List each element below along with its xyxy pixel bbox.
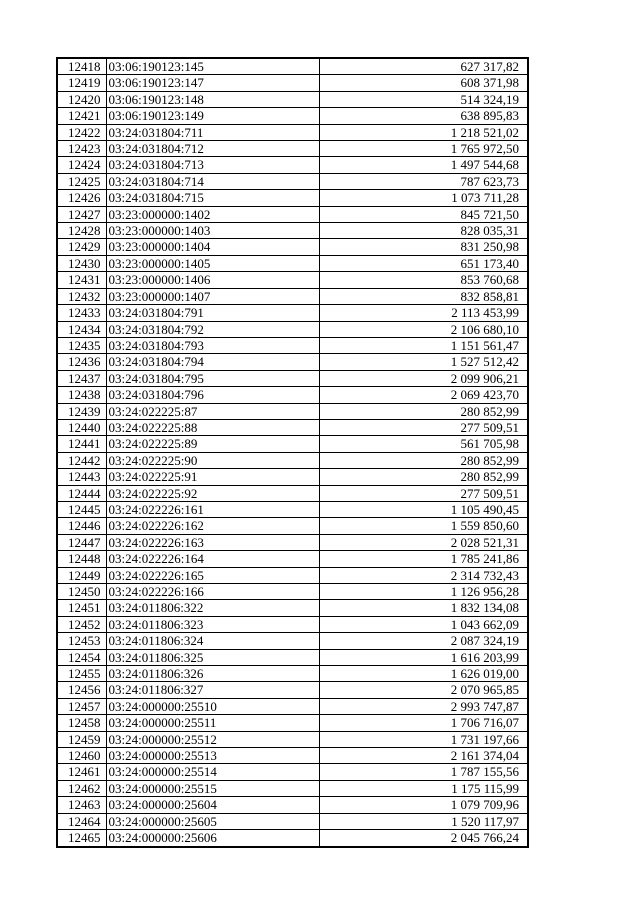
cadastral-number-cell: 03:24:022225:91 — [106, 469, 319, 485]
table-row — [57, 272, 528, 288]
table-row — [57, 666, 528, 682]
cadastral-number-cell: 03:24:000000:25514 — [106, 764, 319, 780]
value-cell: 853 760,68 — [319, 272, 528, 288]
cadastral-number-cell: 03:24:031804:712 — [106, 141, 319, 157]
row-number-cell: 12428 — [57, 223, 106, 239]
row-number-cell: 12456 — [57, 682, 106, 698]
row-number-cell: 12425 — [57, 173, 106, 189]
table-row — [57, 124, 528, 140]
value-cell: 2 069 423,70 — [319, 387, 528, 403]
row-number-cell: 12450 — [57, 584, 106, 600]
cadastral-number-cell: 03:06:190123:149 — [106, 108, 319, 124]
row-number-cell: 12444 — [57, 485, 106, 501]
row-number-cell: 12463 — [57, 797, 106, 813]
row-number-cell: 12451 — [57, 600, 106, 616]
value-cell: 828 035,31 — [319, 223, 528, 239]
cadastral-number-cell: 03:06:190123:147 — [106, 75, 319, 91]
row-number-cell: 12426 — [57, 190, 106, 206]
row-number-cell: 12462 — [57, 780, 106, 796]
table-row — [57, 469, 528, 485]
value-cell: 651 173,40 — [319, 255, 528, 271]
cadastral-number-cell: 03:24:031804:792 — [106, 321, 319, 337]
value-cell: 1 073 711,28 — [319, 190, 528, 206]
value-cell: 1 559 850,60 — [319, 518, 528, 534]
value-cell: 1 105 490,45 — [319, 501, 528, 517]
table-row — [57, 337, 528, 353]
cadastral-number-cell: 03:23:000000:1403 — [106, 223, 319, 239]
cadastral-number-cell: 03:24:022226:162 — [106, 518, 319, 534]
table-row — [57, 551, 528, 567]
row-number-cell: 12422 — [57, 124, 106, 140]
value-cell: 1 785 241,86 — [319, 551, 528, 567]
row-number-cell: 12461 — [57, 764, 106, 780]
table-row — [57, 108, 528, 124]
value-cell: 277 509,51 — [319, 419, 528, 435]
value-cell: 514 324,19 — [319, 91, 528, 107]
row-number-cell: 12439 — [57, 403, 106, 419]
cadastral-number-cell: 03:23:000000:1404 — [106, 239, 319, 255]
value-cell: 2 045 766,24 — [319, 830, 528, 847]
cadastral-number-cell: 03:24:031804:793 — [106, 337, 319, 353]
value-cell: 1 175 115,99 — [319, 780, 528, 796]
row-number-cell: 12429 — [57, 239, 106, 255]
table-row — [57, 518, 528, 534]
cadastral-number-cell: 03:24:011806:325 — [106, 649, 319, 665]
table-row — [57, 780, 528, 796]
row-number-cell: 12434 — [57, 321, 106, 337]
valuation-table — [56, 57, 529, 848]
value-cell: 2 087 324,19 — [319, 633, 528, 649]
table-row — [57, 501, 528, 517]
table-row — [57, 452, 528, 468]
table-row — [57, 616, 528, 632]
table-row — [57, 321, 528, 337]
table-row — [57, 370, 528, 386]
value-cell: 2 106 680,10 — [319, 321, 528, 337]
value-cell: 561 705,98 — [319, 436, 528, 452]
table-row — [57, 288, 528, 304]
table-row — [57, 731, 528, 747]
value-cell: 2 099 906,21 — [319, 370, 528, 386]
table-row — [57, 485, 528, 501]
row-number-cell: 12437 — [57, 370, 106, 386]
value-cell: 280 852,99 — [319, 452, 528, 468]
table-row — [57, 190, 528, 206]
cadastral-number-cell: 03:24:000000:25510 — [106, 698, 319, 714]
cadastral-number-cell: 03:24:022225:90 — [106, 452, 319, 468]
table-row — [57, 141, 528, 157]
cadastral-number-cell: 03:24:022226:165 — [106, 567, 319, 583]
row-number-cell: 12453 — [57, 633, 106, 649]
cadastral-number-cell: 03:23:000000:1406 — [106, 272, 319, 288]
value-cell: 1 706 716,07 — [319, 715, 528, 731]
cadastral-number-cell: 03:06:190123:148 — [106, 91, 319, 107]
value-cell: 1 616 203,99 — [319, 649, 528, 665]
cadastral-number-cell: 03:24:031804:713 — [106, 157, 319, 173]
row-number-cell: 12441 — [57, 436, 106, 452]
table-row — [57, 584, 528, 600]
cadastral-number-cell: 03:24:022225:87 — [106, 403, 319, 419]
table-row — [57, 534, 528, 550]
row-number-cell: 12424 — [57, 157, 106, 173]
row-number-cell: 12427 — [57, 206, 106, 222]
value-cell: 1 520 117,97 — [319, 813, 528, 829]
cadastral-number-cell: 03:24:031804:796 — [106, 387, 319, 403]
row-number-cell: 12430 — [57, 255, 106, 271]
value-cell: 787 623,73 — [319, 173, 528, 189]
value-cell: 831 250,98 — [319, 239, 528, 255]
row-number-cell: 12421 — [57, 108, 106, 124]
row-number-cell: 12435 — [57, 337, 106, 353]
table-row — [57, 255, 528, 271]
cadastral-number-cell: 03:24:000000:25515 — [106, 780, 319, 796]
table-row — [57, 173, 528, 189]
row-number-cell: 12443 — [57, 469, 106, 485]
row-number-cell: 12458 — [57, 715, 106, 731]
table-row — [57, 206, 528, 222]
cadastral-number-cell: 03:24:000000:25606 — [106, 830, 319, 847]
value-cell: 1 151 561,47 — [319, 337, 528, 353]
row-number-cell: 12455 — [57, 666, 106, 682]
value-cell: 280 852,99 — [319, 469, 528, 485]
table-row — [57, 157, 528, 173]
value-cell: 627 317,82 — [319, 58, 528, 75]
cadastral-number-cell: 03:24:031804:795 — [106, 370, 319, 386]
row-number-cell: 12442 — [57, 452, 106, 468]
value-cell: 2 161 374,04 — [319, 748, 528, 764]
value-cell: 2 993 747,87 — [319, 698, 528, 714]
value-cell: 1 079 709,96 — [319, 797, 528, 813]
table-row — [57, 239, 528, 255]
cadastral-number-cell: 03:24:031804:714 — [106, 173, 319, 189]
cadastral-number-cell: 03:24:022226:161 — [106, 501, 319, 517]
table-row — [57, 403, 528, 419]
value-cell: 638 895,83 — [319, 108, 528, 124]
table-row — [57, 649, 528, 665]
table-row — [57, 813, 528, 829]
table-row — [57, 387, 528, 403]
row-number-cell: 12433 — [57, 305, 106, 321]
value-cell: 1 043 662,09 — [319, 616, 528, 632]
row-number-cell: 12436 — [57, 354, 106, 370]
table-row — [57, 764, 528, 780]
value-cell: 2 070 965,85 — [319, 682, 528, 698]
table-row — [57, 600, 528, 616]
cadastral-number-cell: 03:23:000000:1407 — [106, 288, 319, 304]
cadastral-number-cell: 03:23:000000:1402 — [106, 206, 319, 222]
row-number-cell: 12454 — [57, 649, 106, 665]
row-number-cell: 12447 — [57, 534, 106, 550]
row-number-cell: 12459 — [57, 731, 106, 747]
table-row — [57, 58, 528, 75]
table-row — [57, 748, 528, 764]
row-number-cell: 12423 — [57, 141, 106, 157]
cadastral-number-cell: 03:24:011806:327 — [106, 682, 319, 698]
row-number-cell: 12448 — [57, 551, 106, 567]
row-number-cell: 12445 — [57, 501, 106, 517]
table-row — [57, 75, 528, 91]
row-number-cell: 12419 — [57, 75, 106, 91]
cadastral-number-cell: 03:24:000000:25604 — [106, 797, 319, 813]
row-number-cell: 12418 — [57, 58, 106, 75]
row-number-cell: 12440 — [57, 419, 106, 435]
value-cell: 2 314 732,43 — [319, 567, 528, 583]
value-cell: 1 497 544,68 — [319, 157, 528, 173]
value-cell: 845 721,50 — [319, 206, 528, 222]
table-row — [57, 698, 528, 714]
table-row — [57, 633, 528, 649]
cadastral-number-cell: 03:06:190123:145 — [106, 58, 319, 75]
cadastral-number-cell: 03:24:031804:791 — [106, 305, 319, 321]
cadastral-number-cell: 03:24:000000:25511 — [106, 715, 319, 731]
table-row — [57, 223, 528, 239]
row-number-cell: 12420 — [57, 91, 106, 107]
table-body — [57, 58, 528, 847]
cadastral-number-cell: 03:24:031804:794 — [106, 354, 319, 370]
table-row — [57, 436, 528, 452]
cadastral-number-cell: 03:24:011806:322 — [106, 600, 319, 616]
row-number-cell: 12438 — [57, 387, 106, 403]
row-number-cell: 12431 — [57, 272, 106, 288]
value-cell: 1 765 972,50 — [319, 141, 528, 157]
value-cell: 1 731 197,66 — [319, 731, 528, 747]
value-cell: 1 218 521,02 — [319, 124, 528, 140]
value-cell: 1 787 155,56 — [319, 764, 528, 780]
value-cell: 277 509,51 — [319, 485, 528, 501]
table-row — [57, 567, 528, 583]
cadastral-number-cell: 03:24:022225:92 — [106, 485, 319, 501]
value-cell: 1 126 956,28 — [319, 584, 528, 600]
table-row — [57, 419, 528, 435]
value-cell: 1 626 019,00 — [319, 666, 528, 682]
cadastral-number-cell: 03:24:000000:25512 — [106, 731, 319, 747]
row-number-cell: 12449 — [57, 567, 106, 583]
cadastral-number-cell: 03:24:022226:163 — [106, 534, 319, 550]
value-cell: 608 371,98 — [319, 75, 528, 91]
cadastral-number-cell: 03:24:022226:166 — [106, 584, 319, 600]
table-row — [57, 91, 528, 107]
table-row — [57, 305, 528, 321]
cadastral-number-cell: 03:24:011806:323 — [106, 616, 319, 632]
value-cell: 1 832 134,08 — [319, 600, 528, 616]
table-row — [57, 715, 528, 731]
table-row — [57, 830, 528, 847]
row-number-cell: 12460 — [57, 748, 106, 764]
cadastral-number-cell: 03:24:022226:164 — [106, 551, 319, 567]
row-number-cell: 12464 — [57, 813, 106, 829]
value-cell: 1 527 512,42 — [319, 354, 528, 370]
cadastral-number-cell: 03:24:031804:715 — [106, 190, 319, 206]
row-number-cell: 12452 — [57, 616, 106, 632]
cadastral-number-cell: 03:24:011806:324 — [106, 633, 319, 649]
cadastral-number-cell: 03:24:031804:711 — [106, 124, 319, 140]
row-number-cell: 12446 — [57, 518, 106, 534]
cadastral-number-cell: 03:24:011806:326 — [106, 666, 319, 682]
value-cell: 280 852,99 — [319, 403, 528, 419]
table-row — [57, 797, 528, 813]
cadastral-number-cell: 03:24:022225:88 — [106, 419, 319, 435]
cadastral-number-cell: 03:23:000000:1405 — [106, 255, 319, 271]
value-cell: 832 858,81 — [319, 288, 528, 304]
table-row — [57, 354, 528, 370]
row-number-cell: 12432 — [57, 288, 106, 304]
cadastral-number-cell: 03:24:022225:89 — [106, 436, 319, 452]
table-row — [57, 682, 528, 698]
row-number-cell: 12465 — [57, 830, 106, 847]
cadastral-number-cell: 03:24:000000:25513 — [106, 748, 319, 764]
value-cell: 2 028 521,31 — [319, 534, 528, 550]
value-cell: 2 113 453,99 — [319, 305, 528, 321]
row-number-cell: 12457 — [57, 698, 106, 714]
cadastral-number-cell: 03:24:000000:25605 — [106, 813, 319, 829]
